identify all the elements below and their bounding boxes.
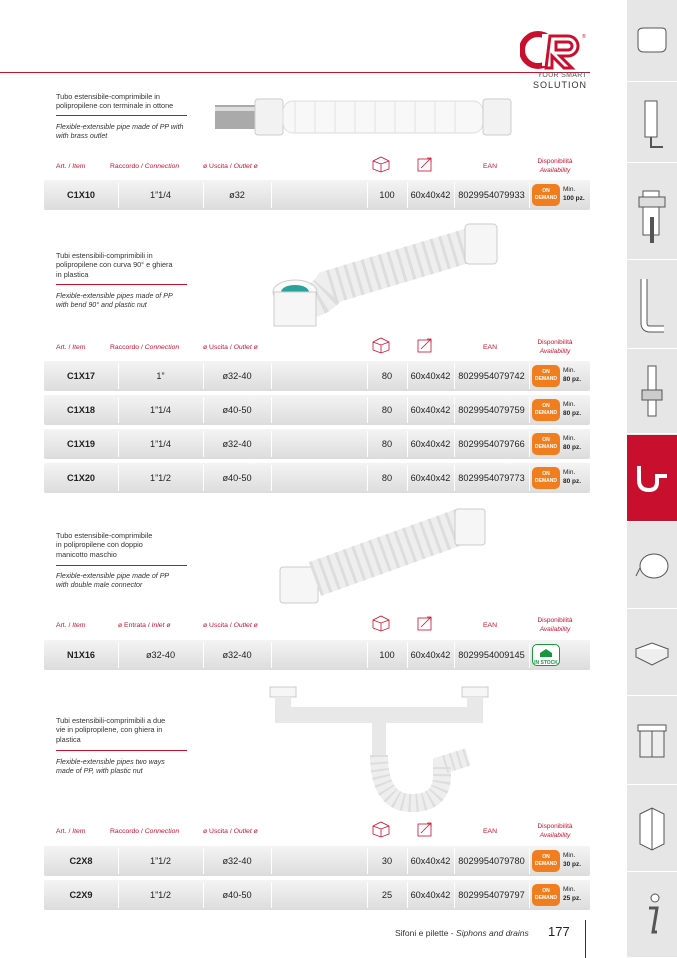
package-qty-icon <box>371 336 391 359</box>
cell-separator <box>529 397 530 423</box>
siphon-icon[interactable] <box>627 435 677 522</box>
cell-art: C1X17 <box>66 371 96 381</box>
package-size-icon <box>415 155 435 178</box>
cell-qty: 80 <box>381 439 393 449</box>
cell-qty: 30 <box>381 856 393 866</box>
cell-conn: 1”1/2 <box>150 473 171 483</box>
header-outlet: ø Uscita / Outlet ø <box>203 828 258 835</box>
product-image-n1x16 <box>275 505 495 605</box>
svg-text:®: ® <box>582 34 586 40</box>
cell-art: N1X16 <box>66 650 96 660</box>
header-item: Art. / Item <box>56 163 86 170</box>
page-number: 177 <box>548 924 570 939</box>
on-demand-badge: ON DEMAND <box>532 850 560 872</box>
table-row <box>44 463 590 493</box>
description-divider <box>56 565 187 566</box>
description-en: Flexible-extensible pipe made of PP with double male connector <box>56 572 170 590</box>
package-qty-icon <box>371 820 391 843</box>
description-it: Tubo estensibile-comprimibile in polipropilene con terminale in ottone <box>56 92 174 111</box>
description-en: Flexible-extensible pipes two ways made of PP, with plastic nut <box>56 758 165 776</box>
min-quantity: Min. 80 pz. <box>563 469 582 485</box>
cell-box: 60x40x42 <box>410 650 451 660</box>
cell-art: C2X9 <box>69 890 93 900</box>
min-quantity: Min. 25 pz. <box>563 886 582 902</box>
header-outlet: ø Uscita / Outlet ø <box>203 622 258 629</box>
table-row <box>44 429 590 459</box>
cell-out: ø32 <box>229 190 245 200</box>
cistern-icon[interactable] <box>627 0 677 82</box>
cell-out: ø32-40 <box>222 439 252 449</box>
footer-divider <box>585 920 586 958</box>
cell-conn: 1”1/4 <box>150 405 171 415</box>
footer-caption: Sifoni e pilette - Siphons and drains <box>395 928 529 938</box>
package-qty-icon <box>371 614 391 637</box>
flush-pipe-icon[interactable] <box>627 83 677 163</box>
cell-separator <box>529 182 530 208</box>
description-en: Flexible-extensible pipe made of PP with with brass outlet <box>56 123 184 141</box>
cell-separator <box>271 848 272 874</box>
cell-box: 60x40x42 <box>410 405 451 415</box>
cell-box: 60x40x42 <box>410 371 451 381</box>
cell-art: C1X20 <box>66 473 96 483</box>
header-connection: Raccordo / Connection <box>110 344 180 351</box>
cell-separator <box>529 848 530 874</box>
on-demand-badge: ON DEMAND <box>532 467 560 489</box>
cell-box: 60x40x42 <box>410 190 451 200</box>
cell-qty: 80 <box>381 405 393 415</box>
table-row <box>44 180 590 210</box>
cell-conn: 1”1/4 <box>150 190 171 200</box>
table-row <box>44 395 590 425</box>
table-row <box>44 640 590 670</box>
table-row <box>44 846 590 876</box>
cell-ean: 8029954079773 <box>458 473 525 483</box>
cell-separator <box>529 642 530 668</box>
cell-ean: 8029954079933 <box>458 190 525 200</box>
shower-enclosure-icon[interactable] <box>627 786 677 872</box>
on-demand-badge: ON DEMAND <box>532 433 560 455</box>
on-demand-badge: ON DEMAND <box>532 365 560 387</box>
cell-conn: 1”1/2 <box>150 890 171 900</box>
cell-art: C2X8 <box>69 856 93 866</box>
product-image-c1x10 <box>215 95 515 145</box>
brand-logo <box>520 30 588 70</box>
cell-ean: 8029954079759 <box>458 405 525 415</box>
header-availability: Disponibilità Availability <box>537 158 573 174</box>
cell-ean: 8029954079780 <box>458 856 525 866</box>
cell-separator <box>271 182 272 208</box>
package-qty-icon <box>371 155 391 178</box>
min-quantity: Min. 80 pz. <box>563 401 582 417</box>
cell-qty: 25 <box>381 890 393 900</box>
cell-separator <box>271 431 272 457</box>
header-item: Art. / Item <box>56 344 86 351</box>
cell-conn: 1”1/4 <box>150 439 171 449</box>
header-connection: ø Entrata / Inlet ø <box>118 622 171 629</box>
cell-out: ø40-50 <box>222 473 252 483</box>
package-size-icon <box>415 336 435 359</box>
cell-separator <box>271 465 272 491</box>
header-availability: Disponibilità Availability <box>537 339 573 355</box>
flush-valve-icon[interactable] <box>627 350 677 434</box>
cabinet-icon[interactable] <box>627 697 677 785</box>
header-ean: EAN <box>483 344 497 351</box>
cell-out: ø32-40 <box>222 856 252 866</box>
cell-out: ø40-50 <box>222 890 252 900</box>
sink-icon[interactable] <box>627 610 677 696</box>
cell-out: ø40-50 <box>222 405 252 415</box>
header-outlet: ø Uscita / Outlet ø <box>203 163 258 170</box>
on-demand-badge: ON DEMAND <box>532 184 560 206</box>
on-demand-badge: ON DEMAND <box>532 399 560 421</box>
cell-separator <box>529 882 530 908</box>
header-availability: Disponibilità Availability <box>537 823 573 839</box>
cell-separator <box>529 363 530 389</box>
description-divider <box>56 750 187 751</box>
package-size-icon <box>415 820 435 843</box>
header-item: Art. / Item <box>56 622 86 629</box>
toilet-seat-icon[interactable] <box>627 523 677 609</box>
cell-separator <box>271 642 272 668</box>
cell-separator <box>529 431 530 457</box>
cell-ean: 8029954009145 <box>458 650 525 660</box>
header-item: Art. / Item <box>56 828 86 835</box>
info-icon[interactable] <box>627 873 677 958</box>
header-ean: EAN <box>483 163 497 170</box>
description-en: Flexible-extensible pipes made of PP with bend 90° and plastic nut <box>56 292 173 310</box>
cell-ean: 8029954079766 <box>458 439 525 449</box>
cell-art: C1X19 <box>66 439 96 449</box>
bend-pipe-icon[interactable] <box>627 261 677 349</box>
package-size-icon <box>415 614 435 637</box>
cell-conn: 1” <box>156 371 165 381</box>
cell-ean: 8029954079742 <box>458 371 525 381</box>
min-quantity: Min. 30 pz. <box>563 852 582 868</box>
header-connection: Raccordo / Connection <box>110 828 180 835</box>
min-quantity: Min. 80 pz. <box>563 435 582 451</box>
cell-qty: 80 <box>381 371 393 381</box>
cell-box: 60x40x42 <box>410 856 451 866</box>
cell-separator <box>271 397 272 423</box>
cell-out: ø32-40 <box>222 371 252 381</box>
cell-out: ø32-40 <box>222 650 252 660</box>
cell-separator <box>529 465 530 491</box>
header-ean: EAN <box>483 622 497 629</box>
product-image-c1x17 <box>260 222 510 332</box>
header-outlet: ø Uscita / Outlet ø <box>203 344 258 351</box>
cell-art: C1X18 <box>66 405 96 415</box>
slogan-bottom: SOLUTION <box>532 80 587 90</box>
header-availability: Disponibilità Availability <box>537 617 573 633</box>
product-image-c2x8 <box>262 685 502 815</box>
cell-qty: 100 <box>379 190 395 200</box>
header-ean: EAN <box>483 828 497 835</box>
slogan-top: YOUR SMART <box>537 72 587 79</box>
cell-box: 60x40x42 <box>410 890 451 900</box>
header-connection: Raccordo / Connection <box>110 163 180 170</box>
min-quantity: Min. 100 pz. <box>563 186 585 202</box>
cell-box: 60x40x42 <box>410 473 451 483</box>
cell-separator <box>271 363 272 389</box>
min-quantity: Min. 80 pz. <box>563 367 582 383</box>
description-divider <box>56 284 187 285</box>
description-it: Tubi estensibili-comprimibili a due vie in polipropilene, con ghiera in plastica <box>56 716 166 744</box>
table-row <box>44 880 590 910</box>
cell-box: 60x40x42 <box>410 439 451 449</box>
in-stock-badge: IN STOCK <box>532 644 560 666</box>
cell-separator <box>271 882 272 908</box>
cell-qty: 100 <box>379 650 395 660</box>
cell-art: C1X10 <box>66 190 96 200</box>
fill-valve-icon[interactable] <box>627 164 677 260</box>
description-divider <box>56 115 187 116</box>
cell-ean: 8029954079797 <box>458 890 525 900</box>
cell-conn: 1”1/2 <box>150 856 171 866</box>
header-rule <box>0 72 590 73</box>
cell-qty: 80 <box>381 473 393 483</box>
on-demand-badge: ON DEMAND <box>532 884 560 906</box>
description-it: Tubo estensibile-comprimibile in polipropilene con doppio manicotto maschio <box>56 531 153 559</box>
cell-conn: ø32-40 <box>145 650 176 660</box>
table-row <box>44 361 590 391</box>
description-it: Tubi estensibili-comprimibili in polipropilene con curva 90° e ghiera in plastica <box>56 251 173 279</box>
